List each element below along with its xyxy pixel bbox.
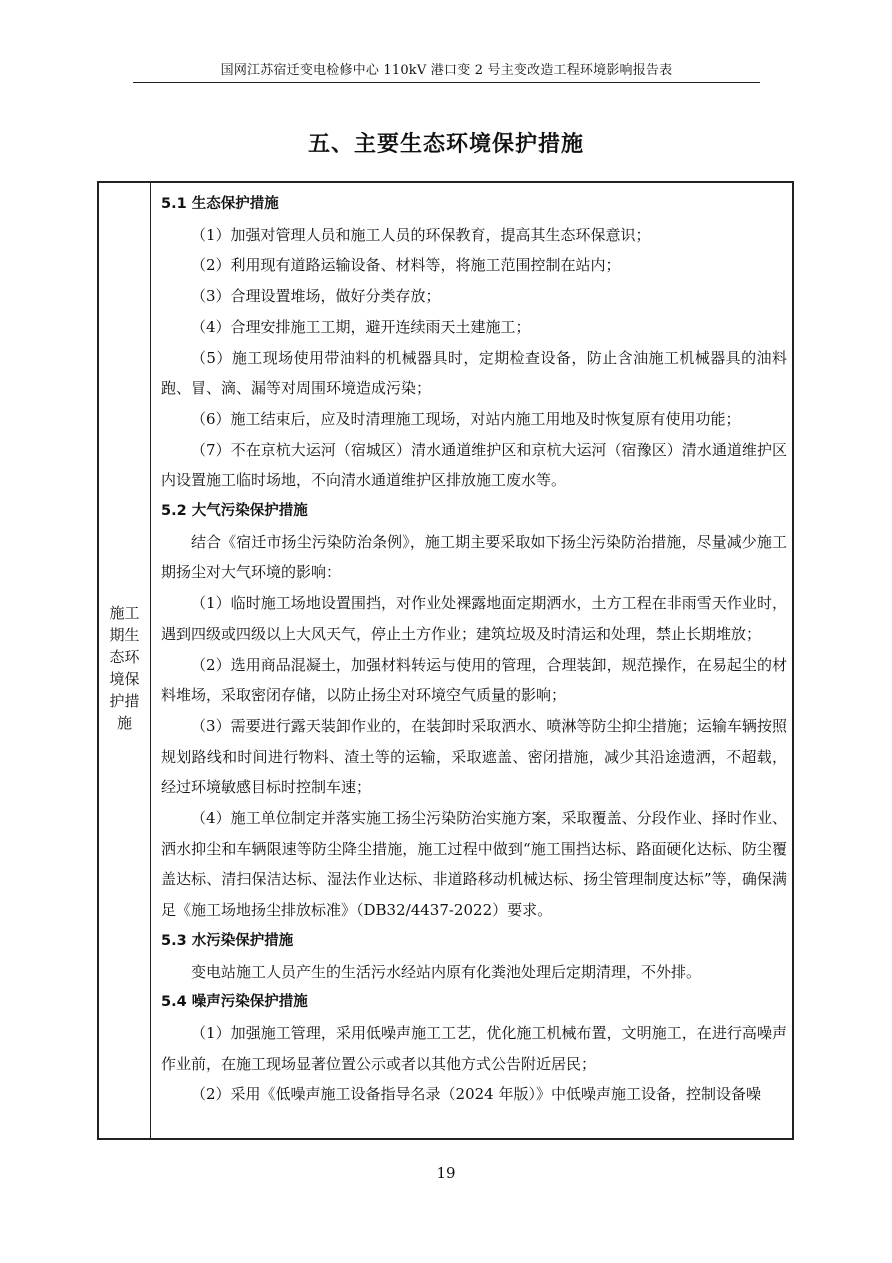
section-heading: 5.3 水污染保护措施: [161, 932, 294, 949]
body-paragraph: （6）施工结束后，应及时清理施工现场，对站内施工用地及时恢复原有使用功能；: [191, 409, 741, 428]
body-paragraph: （4）施工单位制定并落实施工扬尘污染防治实施方案，采取覆盖、分段作业、择时作业、洒水抑尘和车辆限速等防尘降尘措施，施工过程中做到“施工围挡达标、路面硬化达标、防尘覆盖达标、清扫保洁达标、湿法作业达标、非道路移动机械达标、扬尘管理制度达标”等，确保满足《施工场地扬尘排放标准》（DB32/4437-2022）要求。: [161, 809, 787, 920]
category-cell: [99, 183, 151, 1138]
measures-content: [161, 189, 787, 1134]
section-heading: 5.1 生态保护措施: [161, 196, 279, 212]
body-paragraph: （2）利用现有道路运输设备、材料等，将施工范围控制在站内；: [191, 256, 621, 275]
body-paragraph: （1）临时施工场地设置围挡，对作业处裸露地面定期洒水，土方工程在非雨雪天作业时，遇到四级或四级以上大风天气，停止土方作业；建筑垃圾及时清运和处理，禁止长期堆放；: [161, 594, 787, 643]
body-paragraph: （1）加强对管理人员和施工人员的环保教育，提高其生态环保意识；: [191, 225, 651, 244]
page-title: 五、主要生态环境保护措施: [307, 132, 584, 157]
body-paragraph: （2）选用商品混凝土，加强材料转运与使用的管理，合理装卸，规范操作，在易起尘的材料堆场，采取密闭存储，以防止扬尘对环境空气质量的影响；: [161, 655, 787, 705]
section-heading: 5.4 噪声污染保护措施: [161, 994, 308, 1011]
header-divider: [133, 82, 760, 83]
page-header: 国网江苏宿迁变电检修中心 110kV 港口变 2 号主变改造工程环境影响报告表: [220, 63, 673, 78]
body-paragraph: 结合《宿迁市扬尘污染防治条例》，施工期主要采取如下扬尘污染防治措施，尽量减少施工期扬尘对大气环境的影响：: [161, 532, 787, 582]
body-paragraph: （5）施工现场使用带油料的机械器具时，定期检查设备，防止含油施工机械器具的油料跑、冒、滴、漏等对周围环境造成污染；: [161, 348, 787, 398]
body-paragraph: （1）加强施工管理，采用低噪声施工工艺，优化施工机械布置，文明施工，在进行高噪声作业前，在施工现场显著位置公示或者以其他方式公告附近居民；: [161, 1023, 787, 1073]
body-paragraph: （2）采用《低噪声施工设备指导名录（2024 年版）》中低噪声施工设备，控制设备噪: [191, 1085, 761, 1104]
body-paragraph: （4）合理安排施工工期，避开连续雨天土建施工；: [191, 317, 531, 336]
body-paragraph: （7）不在京杭大运河（宿城区）清水通道维护区和京杭大运河（宿豫区）清水通道维护区内设置施工临时场地，不向清水通道维护区排放施工废水等。: [161, 440, 787, 490]
category-label: 施工期生态环境保护措施: [109, 603, 140, 732]
page-number: 19: [436, 1164, 456, 1182]
body-paragraph: 变电站施工人员产生的生活污水经站内原有化粪池处理后定期清理，不外排。: [191, 962, 702, 981]
body-paragraph: （3）需要进行露天装卸作业的，在装卸时采取洒水、喷淋等防尘抑尘措施；运输车辆按照规划路线和时间进行物料、渣土等的运输，采取遮盖、密闭措施，减少其沿途遗洒，不超载，经过环境敏感目标时控制车速；: [161, 716, 787, 797]
measures-table: [97, 181, 794, 1140]
section-heading: 5.2 大气污染保护措施: [161, 503, 308, 520]
body-paragraph: （3）合理设置堆场，做好分类存放；: [191, 287, 441, 306]
